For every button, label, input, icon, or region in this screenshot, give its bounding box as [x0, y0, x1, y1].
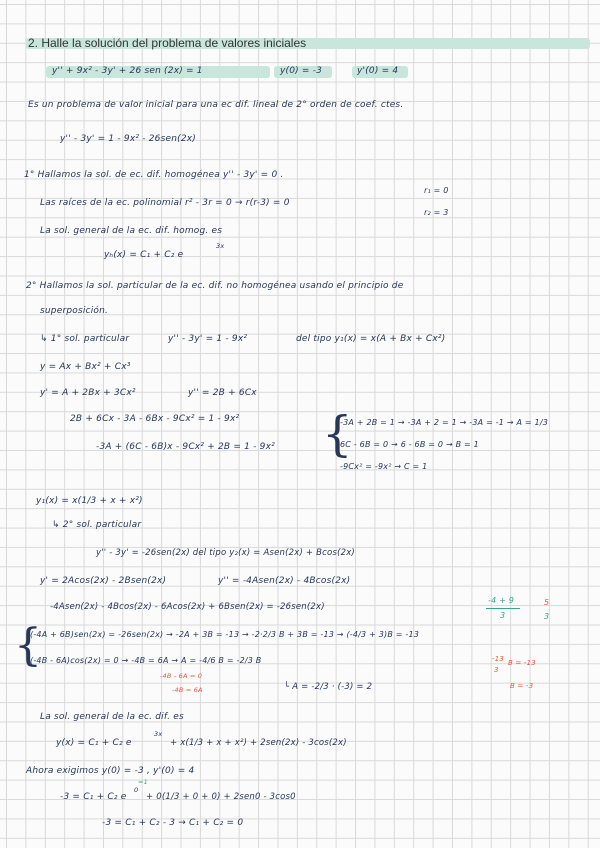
system2-eq1: (-4A + 6B)sen(2x) = -26sen(2x) → -2A + 3B = -13 → -2·2/3 B + 3B = -13 → (-4/3 + 3)B = -13 [30, 630, 420, 639]
system-brace-1: { [322, 406, 353, 462]
system1-eq2: 6C - 6B = 0 → 6 - 6B = 0 → B = 1 [340, 440, 479, 449]
A-value: └ A = -2/3 · (-3) = 2 [284, 682, 373, 692]
second-particular-eq: y'' - 3y' = -26sen(2x) del tipo y₂(x) = Asen(2x) + Bcos(2x) [96, 548, 355, 558]
yh-solution: yₕ(x) = C₁ + C₂ e [104, 250, 184, 260]
evaluation-1: -3 = C₁ + C₂ e [60, 792, 127, 802]
system2-eq2: (-4B - 6A)cos(2x) = 0 → -4B = 6A → A = -4/6 B = -2/3 B [30, 656, 262, 665]
red-note-2: -4B = 6A [172, 686, 203, 694]
derivative-1: y' = 2Acos(2x) - 2Bsen(2x) [40, 576, 167, 586]
general-homog-label: La sol. general de la ec. dif. homog. es [40, 226, 223, 236]
roots-line: Las raíces de la ec. polinomial r² - 3r = 0 → r(r-3) = 0 [40, 198, 290, 208]
red-result-2: B = -13 [508, 659, 536, 667]
red-note-1: -4B - 6A = 0 [160, 672, 203, 680]
general-solution-exp: 3x [154, 730, 163, 738]
step2-heading: 2° Hallamos la sol. particular de la ec. dif. no homogénea usando el principio de [26, 281, 404, 291]
step1-heading: 1° Hallamos la sol. de ec. dif. homogénea y'' - 3y' = 0 . [24, 170, 284, 180]
intro-line: Es un problema de valor inicial para una ec dif. lineal de 2° orden de coef. ctes. [28, 100, 404, 110]
substitution-1: 2B + 6Cx - 3A - 6Bx - 9Cx² = 1 - 9x² [70, 414, 240, 424]
general-solution: y(x) = C₁ + C₂ e [56, 738, 132, 748]
root-2: r₂ = 3 [424, 208, 449, 217]
apply-conditions: Ahora exigimos y(0) = -3 , y'(0) = 4 [26, 766, 195, 776]
green-note-top: -4 + 9 [488, 596, 515, 605]
derivative-2: y'' = -4Asen(2x) - 4Bcos(2x) [218, 576, 351, 586]
y-poly: y = Ax + Bx² + Cx³ [40, 362, 131, 372]
general-solution-rest: + x(1/3 + x + x²) + 2sen(2x) - 3cos(2x) [170, 738, 347, 748]
system-brace-2: { [14, 620, 42, 671]
rewritten-equation: y'' - 3y' = 1 - 9x² - 26sen(2x) [60, 134, 197, 144]
evaluation-1-rest: + 0(1/3 + 0 + 0) + 2sen0 - 3cos0 [146, 792, 296, 802]
y-prime: y' = A + 2Bx + 3Cx² [40, 388, 136, 398]
initial-condition-1: y(0) = -3 [280, 66, 323, 76]
initial-condition-2: y'(0) = 4 [357, 66, 399, 76]
red-result-3: B = -3 [510, 682, 534, 690]
green-note-eq1: =1 [138, 778, 148, 786]
root-1: r₁ = 0 [424, 186, 449, 195]
yh-exponent: 3x [216, 242, 225, 250]
system1-eq1: -3A + 2B = 1 → -3A + 2 = 1 → -3A = -1 → A = 1/3 [340, 418, 549, 427]
y-double-prime: y'' = 2B + 6Cx [188, 388, 257, 398]
first-particular-eq: y'' - 3y' = 1 - 9x² [168, 334, 248, 344]
substitution-2: -3A + (6C - 6B)x - 9Cx² + 2B = 1 - 9x² [96, 442, 275, 452]
general-solution-label: La sol. general de la ec. dif. es [40, 712, 184, 722]
step2-heading-cont: superposición. [40, 306, 109, 316]
red-result-1b: 3 [494, 666, 499, 674]
first-particular-type: del tipo y₁(x) = x(A + Bx + Cx²) [296, 334, 446, 344]
red-note-frac-top: 5 [544, 598, 550, 607]
red-result-1: -13 [492, 655, 505, 663]
green-note-frac-bot: 3 [544, 612, 550, 621]
problem-title: 2. Halle la solución del problema de valores iniciales [28, 36, 307, 50]
substitution-3: -4Asen(2x) - 4Bcos(2x) - 6Acos(2x) + 6Bsen(2x) = -26sen(2x) [50, 602, 325, 612]
y1-solution: y₁(x) = x(1/3 + x + x²) [36, 496, 143, 506]
green-fraction-bar [486, 608, 520, 609]
ode-equation: y'' + 9x² - 3y' + 26 sen (2x) = 1 [52, 66, 203, 76]
first-particular-label: ↳ 1° sol. particular [40, 334, 130, 344]
evaluation-1-exp: 0 [134, 786, 139, 794]
second-particular-label: ↳ 2° sol. particular [52, 520, 142, 530]
green-note-bot: 3 [500, 611, 506, 620]
system1-eq3: -9Cx² = -9x² → C = 1 [340, 462, 428, 471]
evaluation-2: -3 = C₁ + C₂ - 3 → C₁ + C₂ = 0 [102, 818, 244, 828]
